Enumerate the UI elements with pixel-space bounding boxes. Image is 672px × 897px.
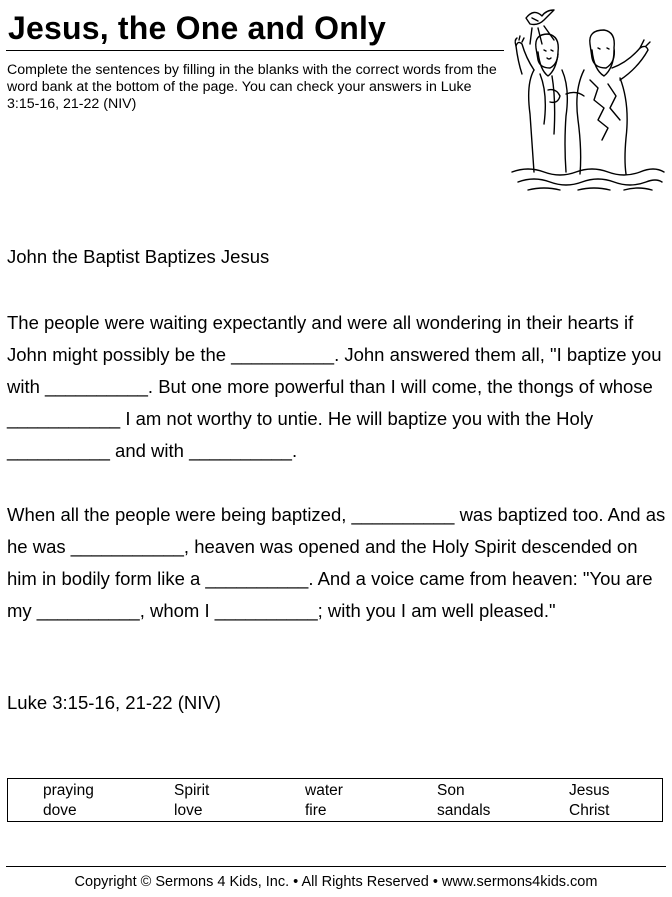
footer-divider xyxy=(6,866,666,867)
word-bank-word: Jesus xyxy=(569,782,610,799)
instructions-text: Complete the sentences by filling in the blanks with the correct words from the word bank at the bottom of the page. You can check your answers in Luke 3:15-16, 21-22 (NIV) xyxy=(7,62,497,112)
word-bank-word: Christ xyxy=(569,802,610,819)
page-title: Jesus, the One and Only xyxy=(8,10,387,46)
copyright-footer: Copyright © Sermons 4 Kids, Inc. • All Rights Reserved • www.sermons4kids.com xyxy=(74,874,598,890)
baptism-of-jesus-illustration xyxy=(508,4,668,196)
word-bank-word: water xyxy=(305,782,343,799)
word-bank-word: dove xyxy=(43,802,77,819)
word-bank xyxy=(7,778,663,822)
fill-in-paragraph-1: The people were waiting expectantly and were all wondering in their hearts if John might possibly be the __________. John answered them all, "I baptize you with __________. But one more powerful than I will come, the thongs of whose ___________ I am not worthy to untie. He will baptize you with the Holy __________ and with __________. xyxy=(7,312,662,461)
word-bank-column xyxy=(174,781,209,821)
word-bank-column xyxy=(43,781,94,821)
word-bank-word: Spirit xyxy=(174,782,210,799)
word-bank-word: Son xyxy=(437,782,465,799)
fill-in-paragraph-2: When all the people were being baptized, __________ was baptized too. And as he was ___________, heaven was opened and the Holy Spirit descended on him in bodily form like a __________. And a voice came from heaven: "You are my __________, whom I __________; with you I am well pleased." xyxy=(7,504,666,621)
section-heading: John the Baptist Baptizes Jesus xyxy=(7,246,270,267)
word-bank-column xyxy=(305,781,343,821)
word-bank-word: fire xyxy=(305,802,327,819)
word-bank-word: praying xyxy=(43,782,94,799)
scripture-citation: Luke 3:15-16, 21-22 (NIV) xyxy=(7,692,221,713)
word-bank-word: love xyxy=(174,802,203,819)
word-bank-word: sandals xyxy=(437,802,491,819)
word-bank-column xyxy=(437,781,490,821)
word-bank-column xyxy=(569,781,610,821)
title-divider xyxy=(6,50,504,51)
